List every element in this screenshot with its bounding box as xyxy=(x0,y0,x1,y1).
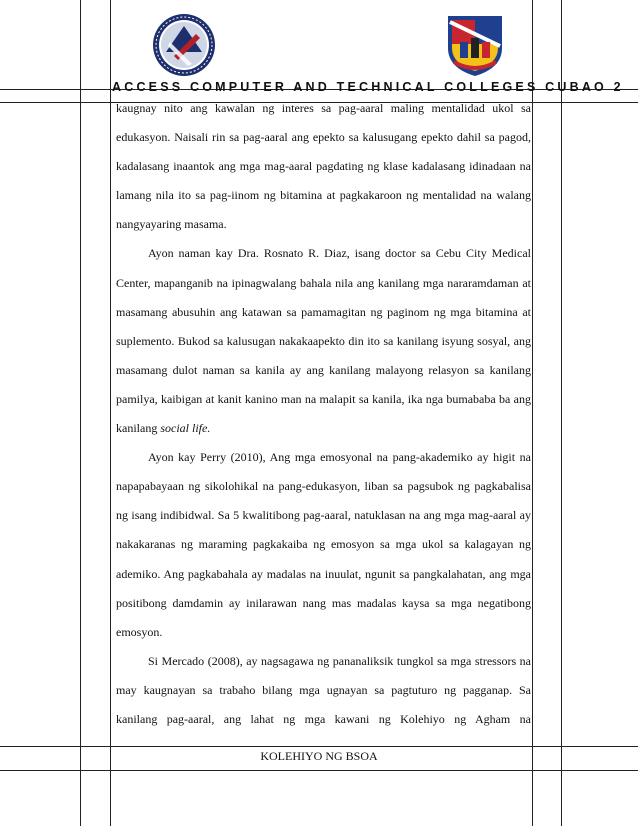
frame-line-left-outer xyxy=(80,0,81,826)
frame-line-right-outer xyxy=(561,0,562,826)
university-seal-logo xyxy=(152,12,216,78)
document-body xyxy=(116,94,531,734)
paragraph-2-text: Ayon naman kay Dra. Rosnato R. Diaz, isang doctor sa Cebu City Medical Center, mapanganib na ipinagwalang bahala nila ang kanilang mga nararamdaman at masamang abusuhin ang katawan sa pamamagitan ng paginom ng mga bitamina at suplemento. Bukod sa kalusugan nakakaapekto din ito sa kanilang isyung sosyal, ang masamang dulot naman sa kanila ay ang kanilang malayong relasyon sa kanilang pamilya, kaibigan at kanit kanino man na malapit sa kanila, ika nga bumababa ba ang kanilang xyxy=(116,246,531,436)
paragraph-1: kaugnay nito ang kawalan ng interes sa pag-aaral maling mentalidad ukol sa edukasyon. Naisali rin sa pag-aaral ang epekto sa kalusugang epekto dahil sa pagod, kadalasang inaantok ang mga mag-aaral pagdating ng klase kadalasang idinadaan na lamang nila ito sa pag-iinom ng bitamina at pagkakaroon ng mentalidad na walang nangyayaring masama. xyxy=(116,101,531,232)
college-crest-logo xyxy=(444,12,506,78)
institution-header: ACCESS COMPUTER AND TECHNICAL COLLEGES CUBAO 2 xyxy=(112,80,624,94)
frame-line-left-inner xyxy=(110,0,111,826)
frame-line-footer-bottom xyxy=(0,770,638,771)
frame-line-right-inner xyxy=(532,0,533,826)
frame-line-footer-top xyxy=(0,746,638,747)
paragraph-4: Si Mercado (2008), ay nagsagawa ng pananaliksik tungkol sa mga stressors na may kaugnayan sa trabaho bilang mga ugnayan sa pagtuturo ng pagganap. Sa kanilang pag-aaral, ang lahat ng mga kawani ng Kolehiyo ng Agham na xyxy=(116,653,531,726)
italic-term: social life. xyxy=(160,421,211,436)
paragraph-2 xyxy=(116,239,531,443)
paragraph-3: Ayon kay Perry (2010), Ang mga emosyonal na pang-akademiko ay higit na napapabayaan ng sikolohikal na pang-edukasyon, liban sa pagsubok ng pagkabalisa ng isang indibidwal. Sa 5 kwalitibong pag-aaral, natuklasan na ang mga mag-aaral ay nakakaranas ng maraming pagkakaiba ng emosyon sa mga ukol sa kalagayan ng ademiko. Ang pagkabahala ay madalas na inuulat, ngunit sa pangkalahatan, ang mga positibong damdamin ay inilarawan nang mas madalas kaysa sa mga negatibong emosyon. xyxy=(116,450,531,639)
footer-label: KOLEHIYO NG BSOA xyxy=(260,749,378,763)
